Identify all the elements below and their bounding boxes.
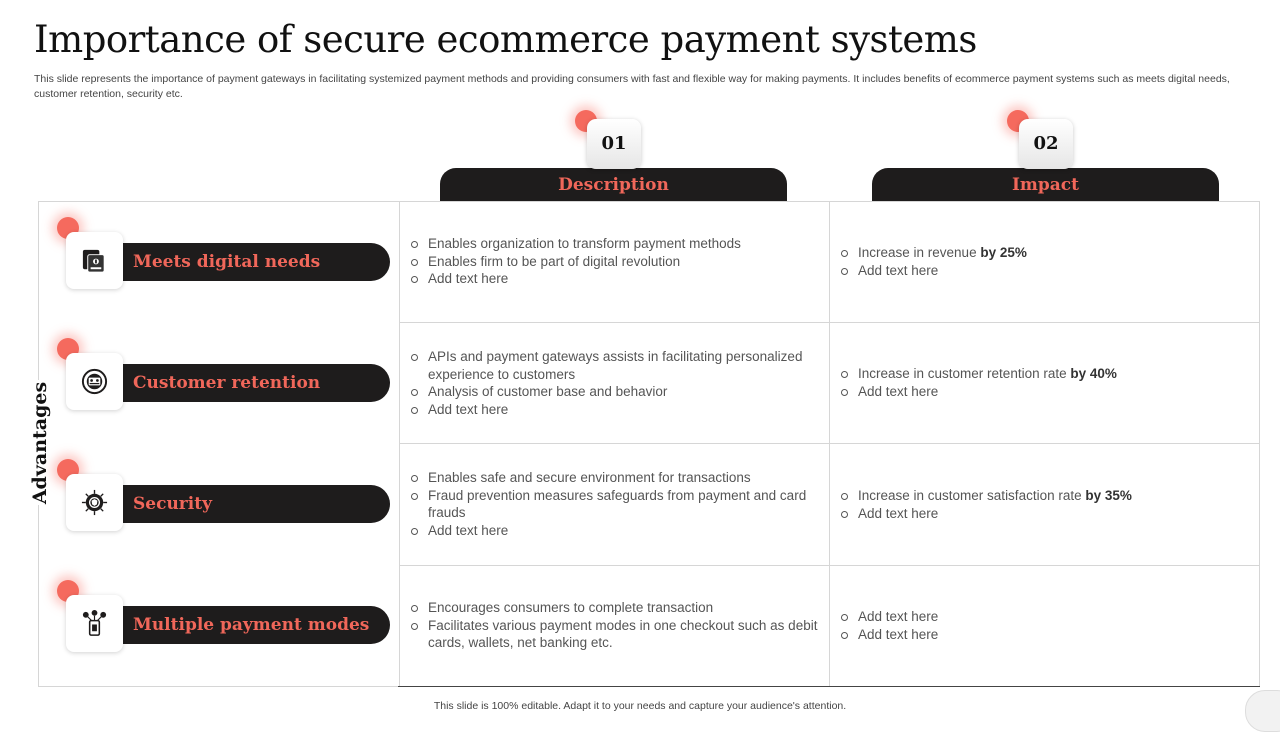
impact-text: Increase in customer retention rate (858, 366, 1071, 381)
advantage-row (56, 222, 392, 302)
advantage-pill (122, 243, 390, 281)
list-item: Add text here (410, 522, 820, 540)
column-number-badge: 01 (587, 119, 641, 169)
column-divider (399, 201, 400, 687)
side-label: Advantages (29, 381, 51, 505)
advantage-pill (122, 364, 390, 402)
impact-text: Add text here (858, 609, 939, 624)
row-divider (399, 322, 1260, 323)
list-item (840, 608, 1250, 626)
list-item: Enables firm to be part of digital revolution (410, 253, 820, 271)
advantage-row (56, 585, 392, 665)
advantage-label: Security (133, 494, 212, 514)
list-item (840, 244, 1250, 262)
advantage-label: Multiple payment modes (133, 615, 370, 635)
column-divider (829, 201, 830, 687)
digital-payment-icon (66, 232, 123, 289)
advantage-pill (122, 485, 390, 523)
impact-value: by 25% (980, 245, 1027, 260)
impact-cell (840, 244, 1250, 279)
list-item (840, 626, 1250, 644)
list-item: Facilitates various payment modes in one checkout such as debit cards, wallets, net banking etc. (410, 617, 820, 652)
footer-note: This slide is 100% editable. Adapt it to your needs and capture your audience's attention. (433, 700, 847, 712)
page-subtitle: This slide represents the importance of payment gateways in facilitating systemized payment methods and providing consumers with fast and flexible way for making payments. It includes benefits of ecommerce payment systems such as meets digital needs, customer retention, security etc. (34, 73, 1230, 100)
corner-tab (1245, 690, 1280, 732)
payment-modes-icon (66, 595, 123, 652)
page-title: Importance of secure ecommerce payment systems (34, 18, 977, 61)
list-item: Add text here (410, 270, 820, 288)
list-item: Enables organization to transform payment methods (410, 235, 820, 253)
list-item: APIs and payment gateways assists in facilitating personalized experience to customers (410, 348, 820, 383)
list-item: Encourages consumers to complete transaction (410, 599, 820, 617)
advantage-row (56, 464, 392, 544)
column-number-badge: 02 (1019, 119, 1073, 169)
list-item: Analysis of customer base and behavior (410, 383, 820, 401)
impact-text: Add text here (858, 262, 939, 278)
row-divider (399, 443, 1260, 444)
advantage-label: Customer retention (133, 373, 321, 393)
security-shield-icon (66, 474, 123, 531)
footer-divider (398, 686, 1260, 687)
list-item: Fraud prevention measures safeguards from payment and card frauds (410, 487, 820, 522)
list-item (840, 505, 1250, 523)
list-item (840, 365, 1250, 383)
column-header-label: Impact (1011, 175, 1080, 195)
advantage-label: Meets digital needs (133, 252, 321, 272)
impact-text: Add text here (858, 626, 939, 642)
customer-retention-icon (66, 353, 123, 410)
column-header-impact (872, 168, 1219, 201)
impact-text: Increase in revenue (858, 245, 981, 260)
list-item (840, 383, 1250, 401)
impact-value: by 40% (1070, 366, 1117, 381)
description-cell (410, 348, 820, 418)
impact-text: Add text here (858, 383, 939, 399)
impact-cell (840, 487, 1250, 522)
list-item (840, 487, 1250, 505)
list-item: Add text here (410, 401, 820, 419)
list-item: Enables safe and secure environment for transactions (410, 469, 820, 487)
impact-cell (840, 608, 1250, 643)
list-item (840, 262, 1250, 280)
impact-cell (840, 365, 1250, 400)
impact-text: Increase in customer satisfaction rate (858, 488, 1086, 503)
column-header-description (440, 168, 787, 201)
advantage-pill (122, 606, 390, 644)
description-cell (410, 599, 820, 652)
impact-value: by 35% (1085, 488, 1132, 503)
row-divider (399, 565, 1260, 566)
description-cell (410, 469, 820, 539)
impact-text: Add text here (858, 505, 939, 521)
description-cell (410, 235, 820, 288)
advantage-row (56, 343, 392, 423)
column-header-label: Description (558, 175, 669, 195)
